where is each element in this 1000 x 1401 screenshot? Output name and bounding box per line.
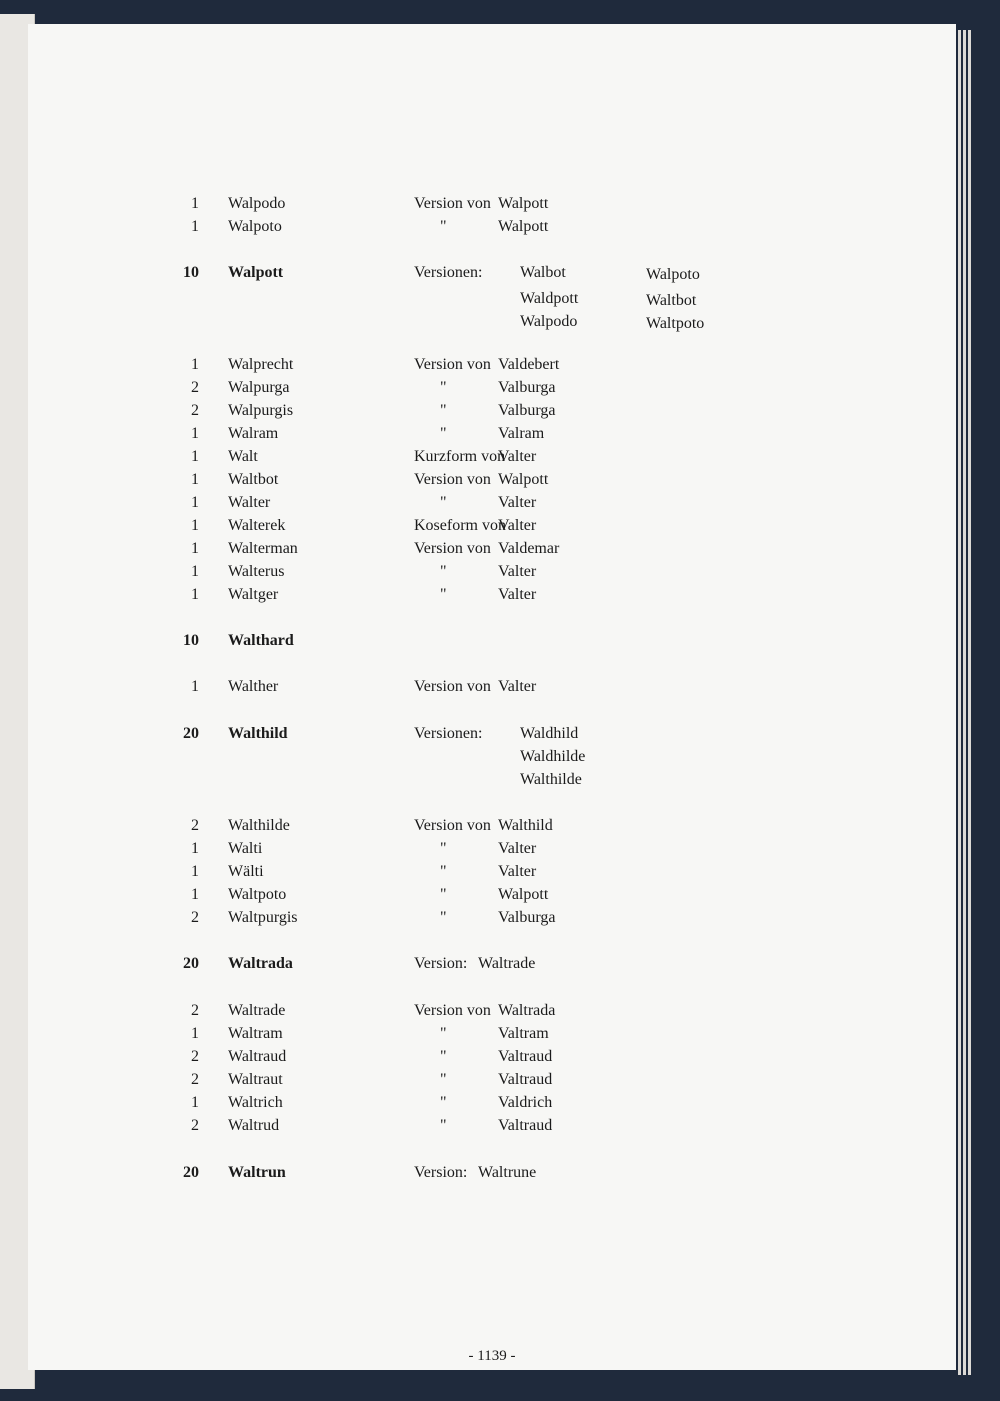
entry-reference: Valburga [498, 379, 556, 396]
entry-count: 1 [191, 448, 199, 465]
entry-name: Walpoto [228, 218, 282, 235]
entry-label: " [440, 886, 447, 903]
entry-count: 1 [191, 863, 199, 880]
entry-name: Waltraut [228, 1071, 283, 1088]
entry-reference: Walthilde [520, 771, 582, 788]
entry-name: Walpott [228, 264, 284, 281]
entry-count: 1 [191, 540, 199, 557]
entry-name: Walther [228, 678, 279, 695]
page-edge [958, 30, 961, 1375]
entry-reference: Waltrade [478, 955, 536, 972]
entry-label: Version von [414, 1002, 491, 1019]
entry-name: Waltraud [228, 1048, 287, 1065]
entry-label: " [440, 840, 447, 857]
entry-count: 1 [191, 218, 199, 235]
entry-name: Walti [228, 840, 263, 857]
entry-reference: Valdrich [498, 1094, 553, 1111]
entry-count: 2 [191, 1048, 199, 1065]
entry-reference: Walpott [498, 218, 549, 235]
entry-reference: Valtraud [498, 1048, 553, 1065]
entry-label: " [440, 586, 447, 603]
entry-count: 1 [191, 356, 199, 373]
entry-label: Versionen: [414, 264, 483, 281]
entry-reference: Walbot [520, 264, 566, 281]
entry-reference: Valtram [498, 1025, 549, 1042]
entry-reference: Valter [498, 494, 537, 511]
entry-reference: Walpott [498, 886, 549, 903]
entry-reference-extra: Walpoto [646, 266, 700, 283]
entry-name: Waltrade [228, 1002, 286, 1019]
page-edge [963, 30, 966, 1375]
entry-label: Koseform von [414, 517, 506, 534]
entry-label: " [440, 1048, 447, 1065]
entry-label: " [440, 218, 447, 235]
entry-label: Version von [414, 678, 491, 695]
entry-reference: Valdebert [498, 356, 560, 373]
entry-name: Walpodo [228, 195, 286, 212]
entry-reference: Waltrune [478, 1164, 537, 1181]
entry-label: " [440, 863, 447, 880]
entry-reference: Waldhilde [520, 748, 586, 765]
entry-label: Version: [414, 1164, 468, 1181]
entry-count: 2 [191, 1071, 199, 1088]
entry-reference: Valburga [498, 909, 556, 926]
entry-count: 20 [183, 725, 199, 742]
entry-name: Waltpoto [228, 886, 287, 903]
entry-name: Walter [228, 494, 271, 511]
entry-count: 1 [191, 586, 199, 603]
entry-count: 1 [191, 425, 199, 442]
entry-name: Walthard [228, 632, 294, 649]
entry-name: Walterus [228, 563, 285, 580]
entry-reference: Valter [498, 448, 537, 465]
entry-label: Version: [414, 955, 468, 972]
entry-name: Waltrada [228, 955, 293, 972]
entry-count: 10 [183, 632, 199, 649]
entry-name: Walpurgis [228, 402, 294, 419]
entry-label: " [440, 1071, 447, 1088]
entry-count: 1 [191, 563, 199, 580]
entry-reference: Valtraud [498, 1117, 553, 1134]
entry-count: 1 [191, 678, 199, 695]
entry-reference: Waldpott [520, 290, 579, 307]
entry-name: Waltger [228, 586, 279, 603]
entry-reference-extra: Waltpoto [646, 315, 705, 332]
entry-count: 2 [191, 909, 199, 926]
entry-label: " [440, 909, 447, 926]
entry-label: Version von [414, 356, 491, 373]
entry-count: 2 [191, 1117, 199, 1134]
entry-name: Walterman [228, 540, 298, 557]
entry-reference: Valram [498, 425, 545, 442]
entry-reference: Valter [498, 586, 537, 603]
entry-name: Walt [228, 448, 258, 465]
entry-count: 1 [191, 471, 199, 488]
entry-name: Waltrun [228, 1164, 286, 1181]
entry-reference: Valtraud [498, 1071, 553, 1088]
entry-reference: Waldhild [520, 725, 579, 742]
entry-name: Walpurga [228, 379, 290, 396]
entry-name: Waltrich [228, 1094, 283, 1111]
entry-reference: Valter [498, 563, 537, 580]
entry-reference: Valburga [498, 402, 556, 419]
entry-reference: Valter [498, 517, 537, 534]
entry-count: 1 [191, 840, 199, 857]
entry-count: 1 [191, 1094, 199, 1111]
entry-count: 2 [191, 817, 199, 834]
entry-label: " [440, 425, 447, 442]
entry-label: Version von [414, 540, 491, 557]
entry-reference: Valter [498, 840, 537, 857]
entry-label: " [440, 1117, 447, 1134]
entry-name: Walprecht [228, 356, 294, 373]
entry-reference: Valdemar [498, 540, 560, 557]
entry-label: " [440, 402, 447, 419]
entry-reference: Valter [498, 678, 537, 695]
entry-count: 20 [183, 955, 199, 972]
entry-reference: Waltrada [498, 1002, 556, 1019]
entry-count: 1 [191, 517, 199, 534]
entry-label: " [440, 1094, 447, 1111]
book-page [28, 24, 956, 1370]
entry-label: " [440, 1025, 447, 1042]
entry-count: 2 [191, 402, 199, 419]
entry-reference: Walpodo [520, 313, 578, 330]
entry-label: Version von [414, 195, 491, 212]
entry-name: Walthilde [228, 817, 290, 834]
entry-count: 20 [183, 1164, 199, 1181]
entry-name: Waltrud [228, 1117, 280, 1134]
entry-label: Versionen: [414, 725, 483, 742]
entry-reference: Valter [498, 863, 537, 880]
page-edge [968, 30, 971, 1375]
entry-label: Kurzform von [414, 448, 506, 465]
entry-label: Version von [414, 471, 491, 488]
entry-name: Waltbot [228, 471, 279, 488]
entry-name: Waltpurgis [228, 909, 298, 926]
entry-name: Wälti [228, 863, 264, 880]
entry-name: Walthild [228, 725, 288, 742]
entry-count: 2 [191, 379, 199, 396]
entry-count: 10 [183, 264, 199, 281]
entry-name: Waltram [228, 1025, 283, 1042]
entry-label: " [440, 379, 447, 396]
entry-count: 1 [191, 1025, 199, 1042]
entry-label: Version von [414, 817, 491, 834]
entry-name: Walterek [228, 517, 286, 534]
entry-label: " [440, 494, 447, 511]
entry-count: 1 [191, 195, 199, 212]
page-number: - 1139 - [468, 1348, 516, 1364]
entry-label: " [440, 563, 447, 580]
entry-reference: Walthild [498, 817, 553, 834]
entry-reference-extra: Waltbot [646, 292, 697, 309]
entry-name: Walram [228, 425, 279, 442]
entry-reference: Walpott [498, 195, 549, 212]
entry-count: 2 [191, 1002, 199, 1019]
entry-reference: Walpott [498, 471, 549, 488]
entry-count: 1 [191, 494, 199, 511]
entry-count: 1 [191, 886, 199, 903]
